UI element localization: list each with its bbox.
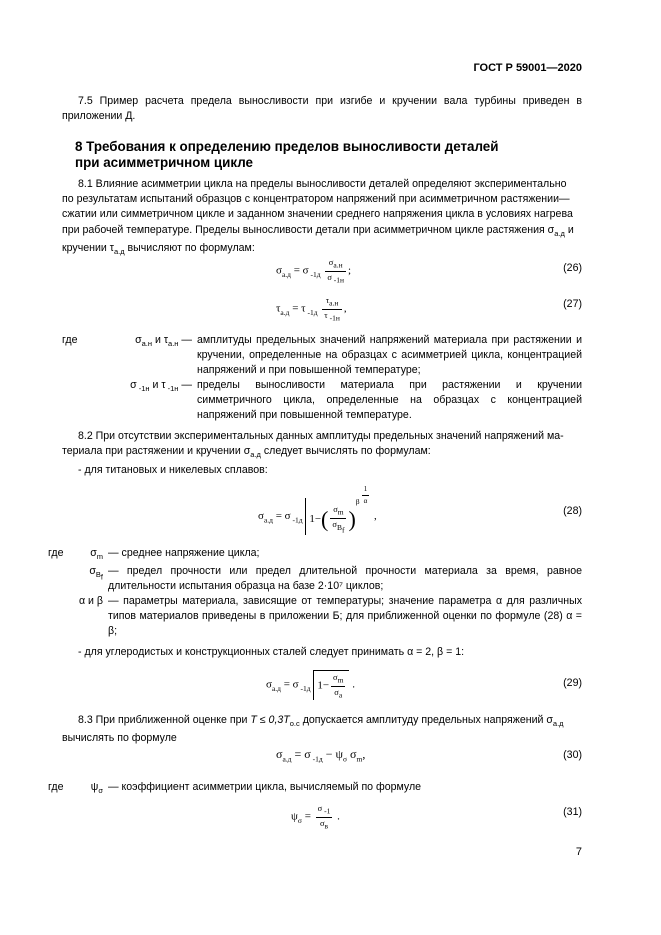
p82-line2a: териала при растяжении и кручении σ — [62, 445, 251, 458]
paragraph-8-1 — [62, 177, 582, 259]
equation-30-number: (30) — [563, 749, 582, 761]
def1-text: амплитуды предельных значений напряжений материала при растяжении и кручении, определенные на образцах с асимметрией цикла, концентрацией напряжений и при повышенной температуре; — [197, 334, 582, 377]
equation-26-number: (26) — [563, 262, 582, 274]
p81-line4-end: и — [564, 223, 574, 236]
bullet-steel: - для углеродистых и конструкционных сталей следует принимать α = 2, β = 1: — [78, 646, 465, 658]
p83-line1c: допускается амплитуду предельных напряжений σ — [299, 714, 553, 726]
section-8-title-line1: 8 Требования к определению пределов выносливости деталей — [75, 139, 499, 154]
paragraph-8-2 — [62, 429, 582, 478]
page-number: 7 — [575, 846, 582, 858]
p81-line5: кручении τ — [62, 241, 114, 254]
paragraph-7-5-text: 7.5 Пример расчета предела выносливости при изгибе и кручении вала турбины приведен в приложении Д. — [62, 95, 582, 123]
p81-line2: по результатам испытаний образцов с концентратором напряжений при асимметричном растяжении— — [62, 193, 570, 206]
equation-28-number: (28) — [563, 505, 582, 517]
def1-symbol: $\sigma_{а.н}$ и $\tau_{а.н}$ — — [135, 334, 192, 349]
equation-29-number: (29) — [563, 677, 582, 689]
section-8-title-line2: при асимметричном цикле — [75, 155, 253, 170]
def-psi-symbol: $\psi_\sigma$ — [90, 781, 103, 796]
equation-27-number: (27) — [563, 298, 582, 310]
equation-28: $\sigma_{а.д} = \sigma$ $_{-1д}$ 1−( $\frac{\sigma_m}{\sigma_{B_f}}$ )$^\beta$ $^{\frac{1}{\alpha}}$ , — [258, 485, 377, 535]
def-sigma-m-symbol: $\sigma_m$ — [90, 547, 103, 562]
where-label-3: где — [48, 781, 64, 793]
p82-line2-sub: а.д — [250, 450, 261, 460]
p83-line2: вычислять по формуле — [62, 732, 177, 745]
paragraph-7-5 — [62, 94, 582, 124]
equation-27: $\tau_{а.д} = \tau$ $_{-1д}$ $\frac{\tau_{а.н}}{\tau _{-1н}}$ , — [276, 295, 347, 323]
equation-31-number: (31) — [563, 806, 582, 818]
p83-line1-sub2: а.д — [552, 719, 564, 729]
def-sigma-bf-text: — предел прочности или предел длительной прочности материала за время, равное длительности испытания образца на базе 2·10⁷ циклов; — [108, 565, 582, 593]
where-label-2: где — [48, 547, 64, 559]
paragraph-8-3 — [62, 713, 582, 747]
def-sigma-m-text: — среднее напряжение цикла; — [108, 547, 260, 559]
p81-line4: при рабочей температуре. Пределы выносливости детали при асимметричном цикле растяжения σ — [62, 223, 555, 236]
p82-line1: 8.2 При отсутствии экспериментальных данных амплитуды предельных значений напряжений ма- — [78, 430, 564, 442]
equation-31: $\psi_\sigma$ = $\frac{\sigma _{-1}}{\sigma_в}$ . — [291, 803, 340, 831]
document-code: ГОСТ Р 59001—2020 — [473, 62, 582, 74]
p81-line4-sub: а.д — [554, 228, 565, 238]
def-alpha-beta-symbol: α и β — [78, 595, 103, 607]
p83-line1-sub: о.с — [289, 719, 300, 729]
where-label: где — [62, 334, 78, 346]
equation-30: $\sigma_{а.д} = \sigma$ $_{-1д} - \psi_\sigma$ $\sigma_m$, — [276, 747, 366, 764]
def2-symbol: σ $_{-1н}$ и τ $_{-1н}$ — — [130, 379, 192, 394]
def-sigma-bf-symbol: $\sigma_{B_f}$ — [89, 565, 103, 582]
p81-line3: сжатии или симметричном цикле и заданном значении среднего напряжения цикла в условиях нагрева — [62, 208, 573, 221]
equation-26: $\sigma_{а.д} = \sigma$ $_{-1д}$ $\frac{\sigma_{а.н}}{\sigma _{-1н}}$ ; — [276, 257, 352, 285]
p81-line5-end: вычисляют по формулам: — [124, 241, 255, 254]
p81-line1: 8.1 Влияние асимметрии цикла на пределы выносливости деталей определяют экспериментально — [78, 178, 567, 190]
def-psi-text: — коэффициент асимметрии цикла, вычисляемый по формуле — [108, 781, 422, 793]
p81-line5-sub: а.д — [113, 247, 125, 257]
equation-29: $\sigma_{а.д} = \sigma$ $_{-1д}$ 1− $\frac{\sigma_m}{\sigma_а}$ . — [266, 672, 355, 700]
section-8-title — [75, 139, 555, 171]
def2-text: пределы выносливости материала при растяжении и кручении симметричного цикла, определенные на образцах с концентрацией напряжений при повышенной температуре. — [197, 379, 582, 422]
p83-line1a: 8.3 При приближенной оценке при — [78, 714, 251, 726]
p82-line2b: следует вычислять по формулам: — [260, 445, 431, 458]
bullet-titanium: - для титановых и никелевых сплавов: — [78, 463, 268, 476]
def-alpha-beta-text: — параметры материала, зависящие от температуры; значение параметра α для различных типов материалов приведены в приложении Б; для приближенной оценки по формуле (28) α = β; — [108, 595, 582, 638]
p83-line1b: T ≤ 0,3T — [250, 714, 290, 726]
